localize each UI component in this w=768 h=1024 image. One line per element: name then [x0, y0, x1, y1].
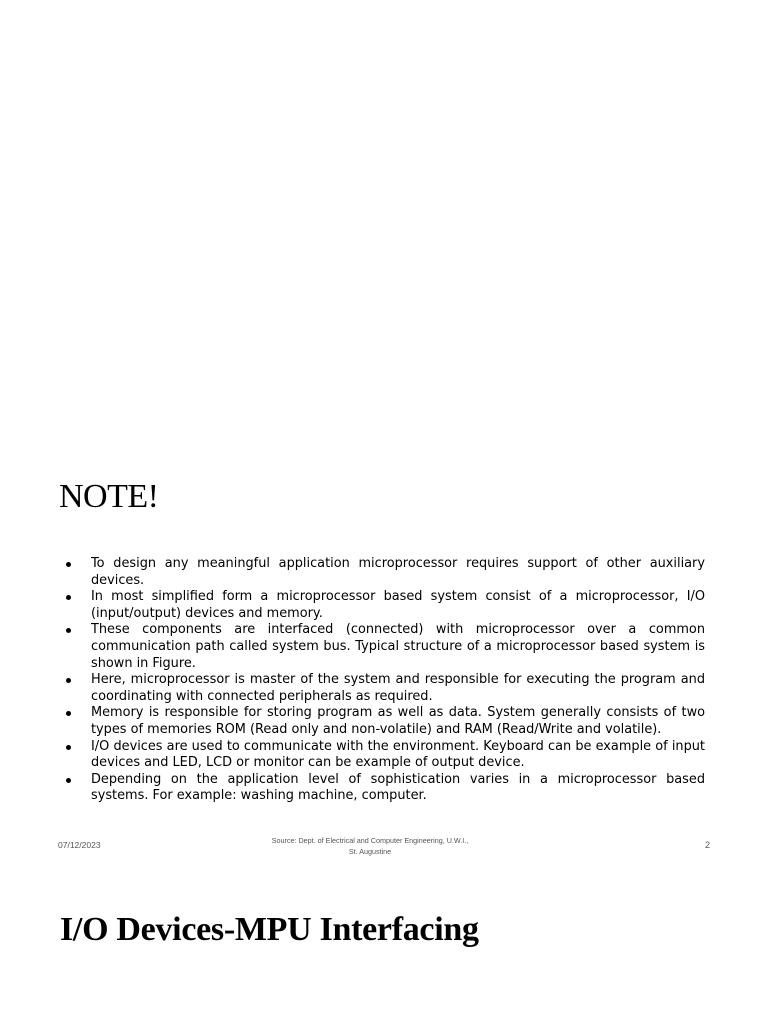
footer-date: 07/12/2023: [58, 840, 101, 850]
bullet-dot-icon: [66, 678, 71, 683]
bullet-text: In most simplified form a microprocessor based system consist of a microprocessor, I/O (input/output) devices and memory.: [91, 589, 705, 621]
footer-page-number: 2: [704, 840, 710, 850]
cut-off-text-line: [60, 1016, 240, 1024]
bullet-dot-icon: [66, 778, 71, 783]
bullet-text: Here, microprocessor is master of the system and responsible for executing the program and coordinating with connected peripherals as required.: [91, 672, 705, 704]
bullet-text: Memory is responsible for storing program as well as data. System generally consists of two types of memories ROM (Read only and non-volatile) and RAM (Read/Write and volatile).: [91, 705, 705, 737]
bullet-dot-icon: [66, 628, 71, 633]
bullet-item: [64, 622, 705, 672]
bullet-dot-icon: [66, 711, 71, 716]
bullet-dot-icon: [66, 562, 71, 567]
footer-source-line: St. Augustine: [348, 847, 392, 856]
bullet-text: Depending on the application level of sophistication varies in a microprocessor based systems. For example: washing machine, computer.: [91, 771, 705, 804]
bullet-item: [64, 705, 705, 738]
bullet-dot-icon: [66, 745, 71, 750]
bullet-list: [64, 556, 705, 805]
bullet-item: [64, 589, 705, 622]
footer-source: [250, 835, 490, 857]
bullet-dot-icon: [66, 595, 71, 600]
bullet-item: [64, 739, 705, 772]
next-slide-title: I/O Devices-MPU Interfacing: [60, 911, 479, 948]
bullet-item: [64, 772, 705, 805]
bullet-text: I/O devices are used to communicate with the environment. Keyboard can be example of input devices and LED, LCD or monitor can be example of output device.: [91, 738, 705, 771]
bullet-item: [64, 672, 705, 705]
bullet-text: These components are interfaced (connected) with microprocessor over a common communication path called system bus. Typical structure of a microprocessor based system is shown in Figure.: [91, 622, 705, 671]
bullet-text: To design any meaningful application microprocessor requires support of other auxiliary devices.: [91, 556, 705, 588]
bullet-item: [64, 556, 705, 589]
slide-title: NOTE!: [59, 478, 159, 515]
footer-source-line: Source: Dept. of Electrical and Computer Engineering, U.W.I.,: [271, 836, 469, 845]
